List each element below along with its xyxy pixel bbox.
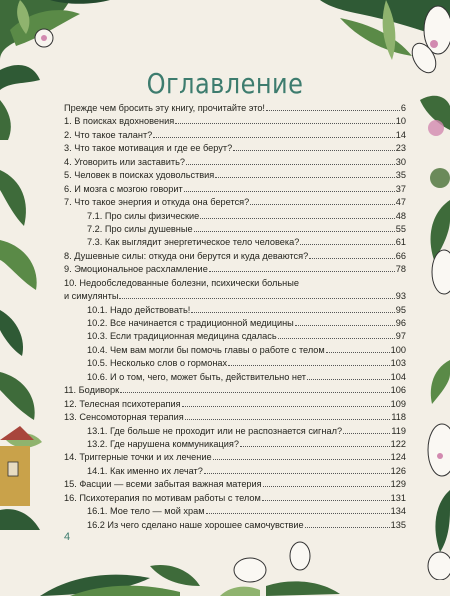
toc-entry [64, 184, 406, 194]
toc-entry-page: 96 [395, 318, 406, 328]
toc-entry-title-continued: и симулянты [64, 291, 119, 302]
toc-entry-page: 134 [390, 506, 406, 517]
toc-entry-title: 14. Триггерные точки и их лечение [64, 452, 212, 463]
toc-entry [64, 372, 406, 382]
toc-entry-title: 14.1. Как именно их лечат? [87, 465, 203, 476]
toc-entry-page: 95 [395, 304, 406, 315]
dot-leader [262, 500, 390, 501]
toc-entry [64, 385, 406, 395]
dot-leader [295, 325, 395, 326]
toc-entry-title: 7.1. Про силы физические [87, 210, 200, 221]
dot-leader [175, 123, 395, 124]
toc-entry [64, 358, 406, 368]
dot-leader [120, 392, 390, 393]
toc-entry-title: 11. Бодиворк [64, 385, 120, 396]
dot-leader [263, 486, 390, 487]
toc-entry-title: 10.2. Все начинается с традиционной медицины [87, 318, 294, 328]
dot-leader [215, 177, 394, 178]
toc-entry-title: 5. Человек в поисках удовольствия [64, 170, 215, 181]
toc-entry-title: 16. Психотерапия по мотивам работы с телом [64, 492, 261, 503]
toc-entry-title: 1. В поисках вдохновения [64, 116, 175, 127]
foliage-bottom-decoration [40, 536, 370, 596]
toc-entry-page: 126 [390, 465, 406, 476]
toc-entry-page: 124 [390, 452, 406, 463]
toc-entry-title: 8. Душевные силы: откуда они берутся и куда деваются? [64, 250, 309, 261]
toc-entry-title: 10.4. Чем вам могли бы помочь главы о работе с телом [87, 344, 325, 355]
toc-entry [64, 318, 406, 328]
dot-leader [343, 433, 390, 434]
toc-entry-title: 16.1. Мое тело — мой храм [87, 506, 205, 517]
dot-leader [194, 231, 395, 232]
toc-entry-page: 103 [390, 358, 406, 369]
toc-entry [64, 493, 406, 503]
toc-entry [64, 426, 406, 436]
toc-entry-title: 12. Телесная психотерапия [64, 398, 181, 409]
dot-leader [206, 513, 390, 514]
toc-entry [64, 506, 406, 516]
toc-entry-page: 10 [395, 116, 406, 127]
toc-entry [64, 116, 406, 126]
toc-entry-page: 48 [395, 210, 406, 221]
toc-entry-page: 47 [395, 197, 406, 208]
toc-entry-title: 2. Что такое талант? [64, 129, 153, 140]
toc-entry-title: 15. Фасции — всеми забытая важная материя [64, 479, 262, 490]
toc-entry-page: 135 [390, 519, 406, 530]
toc-entry [64, 251, 406, 261]
toc-entry [64, 466, 406, 476]
toc-entry [64, 237, 406, 247]
dot-leader [209, 271, 395, 272]
toc-entry [64, 130, 406, 140]
toc-entry-page: 66 [395, 250, 406, 261]
toc-entry-title: 7.2. Про силы душевные [87, 223, 193, 234]
toc-entry-page: 106 [390, 385, 406, 396]
dot-leader [204, 473, 390, 474]
dot-leader [300, 244, 394, 245]
dot-leader [119, 298, 394, 299]
toc-entry [64, 157, 406, 167]
toc-entry-title: 7. Что такое энергия и откуда она берется? [64, 197, 250, 208]
dot-leader [307, 379, 390, 380]
toc-entry [64, 224, 406, 234]
toc-entry-title: 10. Недообследованные болезни, психически больные [64, 277, 299, 288]
toc-entry [64, 331, 406, 341]
toc-entry-title: 6. И мозга с мозгою говорит [64, 183, 183, 194]
toc-entry-title: Прежде чем бросить эту книгу, прочитайте это! [64, 103, 265, 113]
dot-leader [184, 191, 395, 192]
toc-entry-page: 129 [390, 479, 406, 490]
dot-leader [278, 338, 395, 339]
page-number: 4 [64, 531, 71, 543]
toc-entry-page: 100 [390, 344, 406, 355]
foliage-right-decoration [410, 160, 450, 580]
toc-entry-title: 10.3. Если традиционная медицина сдалась [87, 331, 277, 342]
dot-leader [200, 218, 394, 219]
toc-entry [64, 264, 406, 274]
dot-leader [240, 446, 390, 447]
toc-entry-page: 78 [395, 264, 406, 275]
table-of-contents [64, 103, 406, 533]
toc-entry [64, 143, 406, 153]
toc-entry [64, 345, 406, 355]
page-title: Оглавление [146, 66, 304, 100]
dot-leader [250, 204, 395, 205]
toc-entry-page: 55 [395, 223, 406, 234]
toc-entry-page: 14 [395, 129, 406, 140]
dot-leader [213, 459, 390, 460]
toc-entry [64, 439, 406, 449]
dot-leader [326, 352, 390, 353]
toc-entry-page: 93 [395, 291, 406, 302]
toc-entry [64, 305, 406, 315]
toc-entry [64, 211, 406, 221]
toc-entry-page: 131 [390, 492, 406, 503]
dot-leader [191, 312, 394, 313]
toc-entry [64, 103, 406, 113]
toc-entry-title: 10.5. Несколько слов о гормонах [87, 358, 228, 369]
dot-leader [186, 164, 395, 165]
dot-leader [233, 150, 395, 151]
toc-entry-title: 10.1. Надо действовать! [87, 304, 191, 315]
toc-entry-page: 30 [395, 156, 406, 167]
toc-entry [64, 399, 406, 409]
toc-entry [64, 452, 406, 462]
toc-entry-title: 10.6. И о том, чего, может быть, действительно нет [87, 371, 306, 382]
toc-entry-page: 104 [390, 371, 406, 382]
toc-entry-page: 118 [391, 412, 406, 423]
toc-entry-page: 61 [395, 237, 406, 248]
dot-leader [228, 365, 390, 366]
dot-leader [305, 527, 390, 528]
toc-entry-title: 7.3. Как выглядит энергетическое тело человека? [87, 237, 300, 248]
dot-leader [266, 110, 400, 111]
foliage-left-decoration [0, 150, 58, 530]
toc-entry [64, 197, 406, 207]
toc-entry [64, 170, 406, 180]
toc-entry-page: 37 [395, 183, 406, 194]
toc-entry [64, 412, 406, 422]
dot-leader [182, 406, 390, 407]
toc-entry-title: 13.1. Где больше не проходит или не распознается сигнал? [87, 425, 343, 436]
toc-entry-page: 119 [391, 425, 406, 436]
toc-entry-title: 9. Эмоциональное расхламление [64, 264, 208, 275]
toc-entry [64, 278, 406, 301]
toc-entry-title: 16.2 Из чего сделано наше хорошее самочувствие [87, 519, 304, 530]
dot-leader [153, 137, 394, 138]
toc-entry-title: 13. Сенсомоторная терапия [64, 412, 184, 423]
toc-entry-title: 3. Что такое мотивация и где ее берут? [64, 143, 233, 154]
toc-entry-page: 109 [390, 398, 406, 409]
toc-entry [64, 520, 406, 530]
dot-leader [185, 419, 391, 420]
toc-entry-title: 4. Уговорить или заставить? [64, 156, 185, 167]
toc-entry-page: 122 [390, 438, 406, 449]
toc-entry-title: 13.2. Где нарушена коммуникация? [87, 438, 239, 449]
toc-entry-page: 97 [395, 331, 406, 342]
toc-entry-page: 6 [400, 103, 406, 113]
dot-leader [309, 258, 395, 259]
toc-entry [64, 479, 406, 489]
toc-entry-page: 23 [395, 143, 406, 154]
toc-entry-page: 35 [395, 170, 406, 181]
